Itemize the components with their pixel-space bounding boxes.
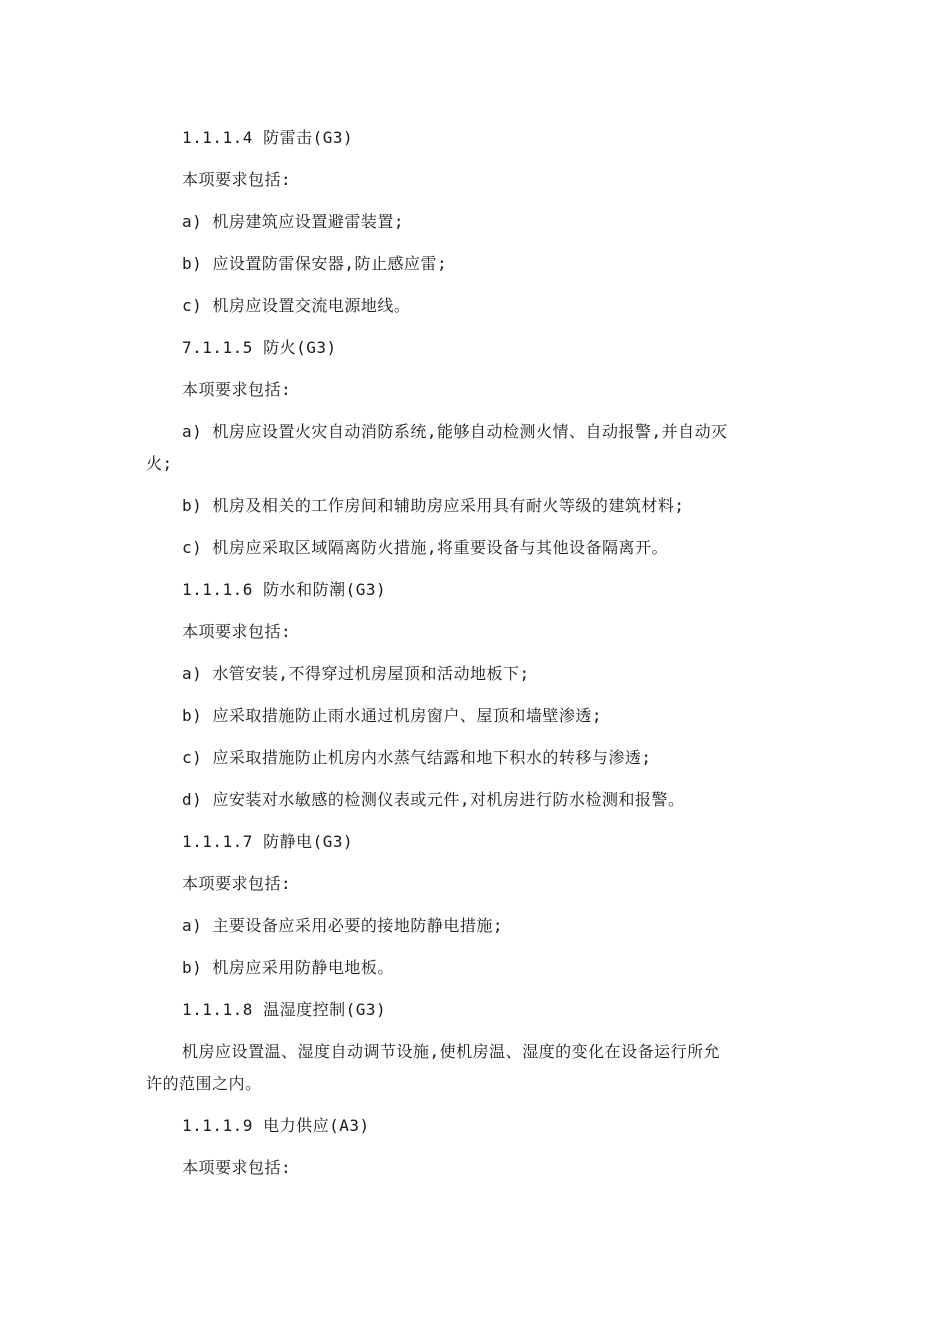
paragraph-continuation: 许的范围之内。 <box>146 1074 262 1093</box>
list-item: d) 应安装对水敏感的检测仪表或元件,对机房进行防水检测和报警。 <box>182 790 685 809</box>
list-item: b) 机房应采用防静电地板。 <box>182 958 394 977</box>
requirements-intro: 本项要求包括: <box>182 1158 292 1177</box>
list-item: c) 机房应采取区域隔离防火措施,将重要设备与其他设备隔离开。 <box>182 538 669 557</box>
section-heading-7-1-1-5: 7.1.1.5 防火(G3) <box>182 338 337 357</box>
list-item-continuation: 火; <box>146 454 173 473</box>
section-heading-1-1-1-8: 1.1.1.8 温湿度控制(G3) <box>182 1000 387 1019</box>
list-item: a) 机房建筑应设置避雷装置; <box>182 212 405 231</box>
list-item: a) 机房应设置火灾自动消防系统,能够自动检测火情、自动报警,并自动灭 <box>182 422 728 441</box>
list-item: a) 主要设备应采用必要的接地防静电措施; <box>182 916 504 935</box>
list-item: c) 应采取措施防止机房内水蒸气结露和地下积水的转移与渗透; <box>182 748 652 767</box>
section-heading-1-1-1-6: 1.1.1.6 防水和防潮(G3) <box>182 580 387 599</box>
requirements-intro: 本项要求包括: <box>182 874 292 893</box>
section-heading-1-1-1-9: 1.1.1.9 电力供应(A3) <box>182 1116 370 1135</box>
list-item: b) 应采取措施防止雨水通过机房窗户、屋顶和墙壁渗透; <box>182 706 603 725</box>
list-item: a) 水管安装,不得穿过机房屋顶和活动地板下; <box>182 664 530 683</box>
list-item: b) 应设置防雷保安器,防止感应雷; <box>182 254 448 273</box>
requirements-intro: 本项要求包括: <box>182 380 292 399</box>
list-item: b) 机房及相关的工作房间和辅助房应采用具有耐火等级的建筑材料; <box>182 496 685 515</box>
section-heading-1-1-1-7: 1.1.1.7 防静电(G3) <box>182 832 354 851</box>
requirements-intro: 本项要求包括: <box>182 170 292 189</box>
paragraph: 机房应设置温、湿度自动调节设施,使机房温、湿度的变化在设备运行所允 <box>182 1042 721 1061</box>
list-item: c) 机房应设置交流电源地线。 <box>182 296 411 315</box>
requirements-intro: 本项要求包括: <box>182 622 292 641</box>
section-heading-1-1-1-4: 1.1.1.4 防雷击(G3) <box>182 128 354 147</box>
